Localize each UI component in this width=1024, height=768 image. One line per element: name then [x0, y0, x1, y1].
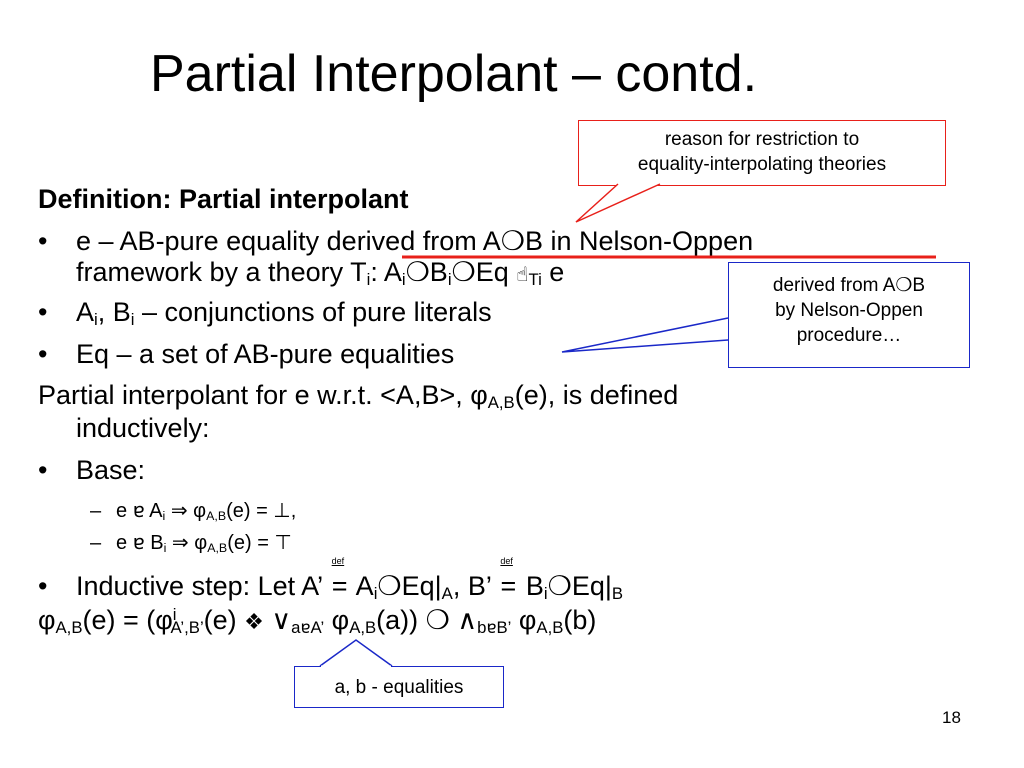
- base-case-1: [90, 497, 296, 524]
- inductive-e-sub: i: [543, 584, 548, 604]
- base-1-a: e: [116, 500, 133, 522]
- formula-d-sub2: A’: [310, 618, 325, 638]
- bullet-marker: •: [38, 571, 48, 601]
- formula-a: φ: [38, 605, 56, 635]
- formula-c: (e): [203, 605, 245, 635]
- formula-b-sup: i: [172, 604, 177, 624]
- membership-glyph-icon: ɐ: [132, 530, 145, 554]
- bullet-1-sub-d: i: [401, 270, 406, 290]
- base-1-d: (e) = ⊥,: [226, 500, 297, 522]
- base-bullet: [38, 454, 145, 486]
- base-2-d: (e) = ⊤: [227, 532, 292, 554]
- base-1-b-sub: i: [162, 509, 166, 524]
- equalities-callout-text: a, b - equalities: [334, 677, 464, 698]
- bullet-1-continuation: [76, 256, 564, 290]
- partial-line-1: [38, 379, 678, 411]
- bullet-marker: •: [38, 339, 48, 369]
- page-title: Partial Interpolant – contd.: [150, 45, 758, 103]
- conjunction-icon: ❍: [500, 226, 525, 257]
- def-label: def: [500, 556, 513, 566]
- formula-h: φ: [511, 605, 537, 635]
- formula-d-sub1: a: [291, 618, 301, 638]
- base-2-c: ⇒ φ: [166, 532, 208, 554]
- conjunction-icon: ❍: [425, 605, 450, 636]
- base-label: Base:: [76, 455, 146, 485]
- bullet-3: [38, 338, 454, 370]
- bullet-1-sub-e: i: [447, 270, 452, 290]
- inductive-f: Eq|: [571, 571, 612, 601]
- bullet-1-sub-c: i: [366, 270, 371, 290]
- def-equals-symbol: def =: [331, 556, 348, 601]
- membership-glyph-icon: ɐ: [300, 617, 311, 638]
- equalities-pointer: [320, 640, 392, 666]
- reason-pointer: [576, 184, 660, 222]
- derived-pointer: [562, 318, 728, 352]
- base-2-b-sub: i: [163, 541, 167, 556]
- base-2-a: e: [116, 532, 133, 554]
- inductive-f-sub: B: [611, 584, 624, 604]
- base-1-b: A: [144, 500, 163, 522]
- formula-g: ∧: [449, 605, 478, 635]
- derived-callout-line3: procedure…: [796, 325, 902, 346]
- membership-glyph-icon: ɐ: [486, 617, 497, 638]
- derived-callout-line1-b: B: [912, 275, 926, 296]
- inductive-d: , B’: [452, 571, 499, 601]
- conjunction-icon: ❍: [895, 274, 913, 296]
- conjunction-icon: ❍: [377, 571, 402, 602]
- derived-callout-line1-text: derived from A: [772, 275, 896, 296]
- bullet-1-text-c: framework by a theory T: [76, 257, 367, 287]
- membership-glyph-icon: ɐ: [132, 498, 145, 522]
- partial-line-2: inductively:: [76, 413, 210, 443]
- formula-h-sub: A,B: [536, 618, 564, 638]
- definition-heading: Definition: Partial interpolant: [38, 184, 409, 214]
- dash-marker: –: [90, 532, 102, 554]
- def-equals-symbol: def =: [500, 556, 517, 601]
- inductive-b-sub: i: [373, 584, 378, 604]
- page-number: 18: [942, 708, 961, 727]
- formula-b-sub: A’,B’: [170, 618, 204, 638]
- bullet-1: [38, 225, 753, 258]
- formula-g-sub1: b: [477, 618, 487, 638]
- inductive-a: Inductive step: Let A’: [76, 571, 330, 601]
- formula-a-sub: A,B: [55, 618, 83, 638]
- hand-pointer-icon: ☝: [516, 262, 529, 286]
- formula-e: φ: [324, 605, 350, 635]
- bullet-1-text-h: e: [541, 257, 565, 287]
- partial-line-1-a: Partial interpolant for e w.r.t. <A,B>, φ: [38, 380, 488, 410]
- reason-callout-line1: reason for restriction to: [664, 129, 860, 150]
- formula-f: (a)): [376, 605, 426, 635]
- base-1-c: ⇒ φ: [165, 500, 207, 522]
- formula-g-sub2: B’: [496, 618, 512, 638]
- inductive-c: Eq|: [401, 571, 442, 601]
- inductive-step: [38, 556, 624, 604]
- bullet-1-text-a: e – AB-pure equality derived from A: [76, 226, 501, 256]
- conjunction-icon: ❍: [405, 257, 430, 288]
- bullet-2: [38, 296, 492, 328]
- base-2-c-sub: A,B: [207, 541, 228, 556]
- base-2-b: B: [144, 532, 164, 554]
- inductive-e: B: [518, 571, 544, 601]
- conjunction-icon: ❍: [547, 571, 572, 602]
- base-1-c-sub: A,B: [206, 509, 227, 524]
- bullet-1-sub-g: Ti: [528, 270, 542, 290]
- bullet-1-text-b: B in Nelson-Oppen: [524, 226, 754, 256]
- derived-callout-line2: by Nelson-Oppen: [775, 300, 923, 321]
- reason-callout-line2: equality-interpolating theories: [637, 154, 887, 175]
- conjunction-icon: ❍: [451, 257, 476, 288]
- base-case-2: [90, 529, 292, 556]
- bullet-2-text-a: A: [76, 297, 95, 327]
- formula-d: ∨: [263, 605, 292, 635]
- bullet-marker: •: [38, 297, 48, 327]
- bullet-marker: •: [38, 455, 48, 485]
- recursive-formula: [38, 604, 596, 639]
- bullet-marker: •: [38, 226, 48, 256]
- inductive-b: A: [349, 571, 374, 601]
- def-label: def: [331, 556, 345, 566]
- inductive-c-sub: A: [441, 584, 453, 604]
- bullet-1-text-d: : A: [370, 257, 402, 287]
- formula-e-sub: A,B: [349, 618, 377, 638]
- partial-line-1-sub: A,B: [487, 393, 515, 413]
- bullet-2-sub-a: i: [94, 310, 98, 330]
- bullet-1-text-f: Eq: [475, 257, 517, 287]
- partial-line-1-b: (e), is defined: [514, 380, 679, 410]
- bullet-2-text-b: , B: [97, 297, 131, 327]
- formula-b: (e) = (φ: [82, 605, 173, 635]
- bullet-3-text: Eq – a set of AB-pure equalities: [76, 339, 455, 369]
- bullet-1-text-e: B: [429, 257, 448, 287]
- dash-marker: –: [90, 500, 102, 522]
- bullet-2-text-c: – conjunctions of pure literals: [134, 297, 492, 327]
- formula-i: (b): [563, 605, 597, 635]
- diamond-bullet-icon: ❖: [244, 610, 264, 635]
- bullet-2-sub-b: i: [130, 310, 135, 330]
